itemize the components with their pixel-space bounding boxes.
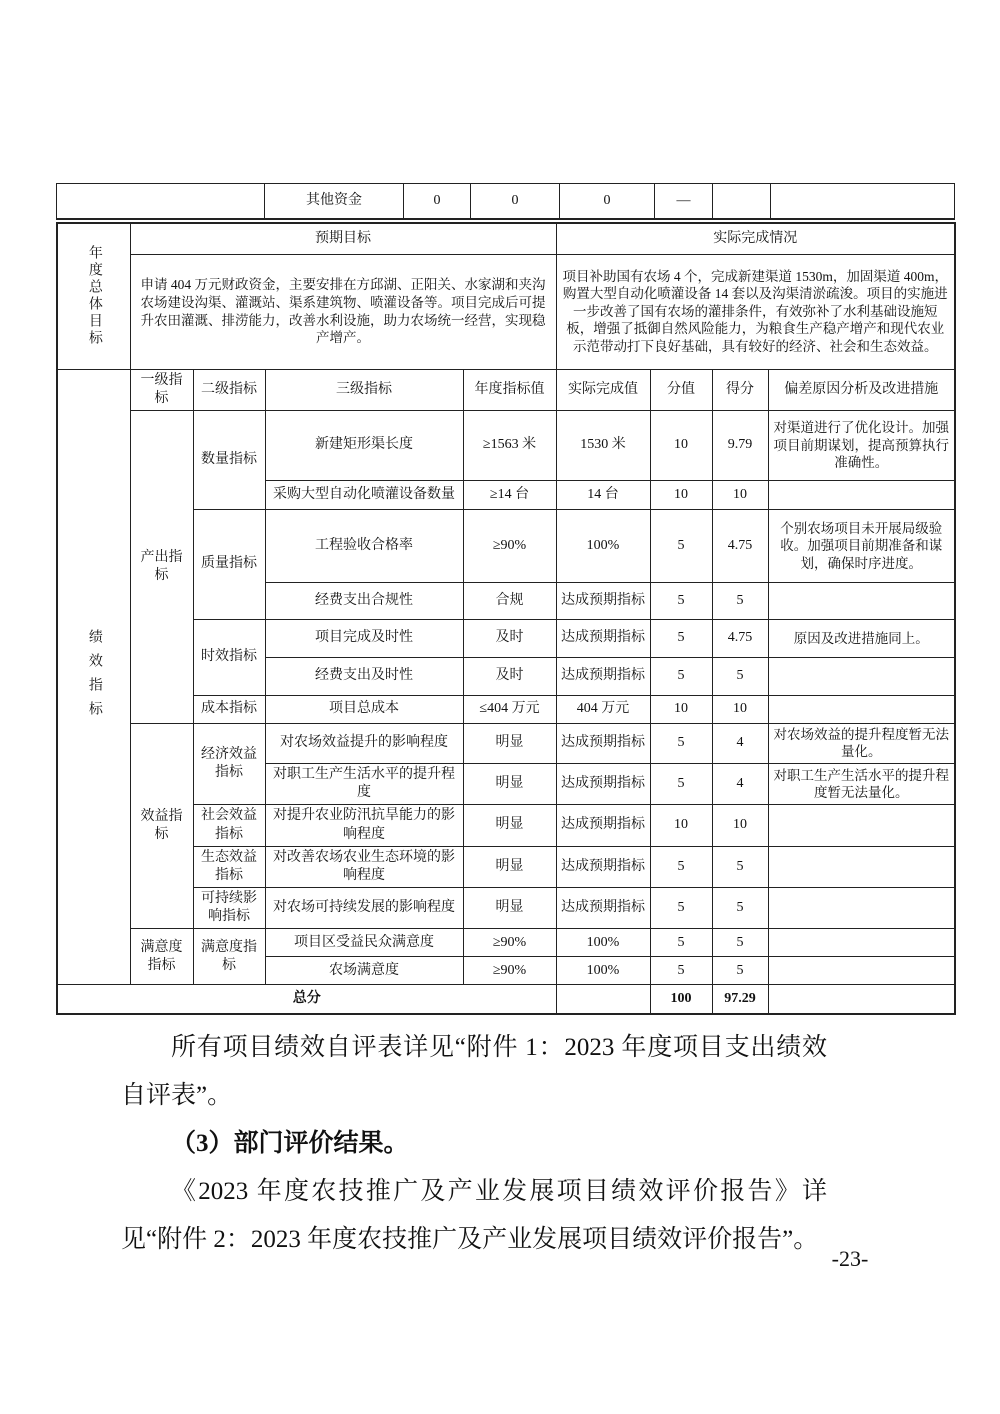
funding-row <box>57 184 955 219</box>
target-value: ≥14 台 <box>463 480 556 509</box>
other-funds-label: 其他资金 <box>265 184 404 219</box>
level1-benefit: 效益指标 <box>130 723 193 929</box>
total-score: 97.29 <box>712 985 768 1014</box>
target-value: 及时 <box>463 657 556 695</box>
points-value: 5 <box>650 888 712 929</box>
deviation-text: 对渠道进行了优化设计。加强项目前期谋划，提高预算执行准确性。 <box>768 410 955 480</box>
indicator-row <box>57 410 955 480</box>
level2-quantity: 数量指标 <box>193 410 265 509</box>
points-value: 5 <box>650 763 712 804</box>
points-value: 5 <box>650 846 712 887</box>
funding-dash-cell: — <box>655 184 713 219</box>
actual-value: 达成预期指标 <box>556 763 650 804</box>
total-row <box>57 985 955 1014</box>
funding-table <box>56 183 955 220</box>
score-value: 10 <box>712 805 768 846</box>
score-value: 4 <box>712 723 768 763</box>
points-value: 5 <box>650 929 712 957</box>
points-value: 5 <box>650 657 712 695</box>
points-value: 10 <box>650 805 712 846</box>
score-value: 9.79 <box>712 410 768 480</box>
performance-side-label <box>57 369 130 985</box>
level2-sustainable: 可持续影响指标 <box>193 888 265 929</box>
funding-value-cell: 0 <box>560 184 655 219</box>
empty-cell <box>57 184 265 219</box>
actual-value: 达成预期指标 <box>556 723 650 763</box>
points-value: 10 <box>650 695 712 723</box>
level2-timeliness: 时效指标 <box>193 619 265 695</box>
score-value: 4.75 <box>712 509 768 582</box>
actual-value: 达成预期指标 <box>556 657 650 695</box>
indicator-name: 工程验收合格率 <box>265 509 463 582</box>
indicator-name: 新建矩形渠长度 <box>265 410 463 480</box>
funding-value-cell: 0 <box>404 184 471 219</box>
target-value: 合规 <box>463 582 556 619</box>
actual-value: 404 万元 <box>556 695 650 723</box>
points-value: 10 <box>650 410 712 480</box>
empty-cell <box>556 985 650 1014</box>
score-value: 10 <box>712 695 768 723</box>
target-value: 明显 <box>463 723 556 763</box>
score-value: 5 <box>712 888 768 929</box>
deviation-text: 原因及改进措施同上。 <box>768 619 955 657</box>
actual-value: 100% <box>556 509 650 582</box>
level2-economic: 经济效益指标 <box>193 723 265 804</box>
deviation-text <box>768 846 955 887</box>
deviation-text <box>768 657 955 695</box>
deviation-text <box>768 929 955 957</box>
level2-social: 社会效益指标 <box>193 805 265 846</box>
points-value: 5 <box>650 723 712 763</box>
level1-satisfaction: 满意度指标 <box>130 929 193 985</box>
target-value: 明显 <box>463 805 556 846</box>
empty-cell <box>713 184 771 219</box>
level2-quality: 质量指标 <box>193 509 265 619</box>
performance-label-text: 绩效指标 <box>86 628 102 725</box>
performance-table <box>56 222 956 1015</box>
score-value: 5 <box>712 957 768 985</box>
goal-header-row <box>57 223 955 254</box>
goal-content-row <box>57 254 955 369</box>
deviation-text <box>768 695 955 723</box>
deviation-text <box>768 957 955 985</box>
indicator-name: 项目总成本 <box>265 695 463 723</box>
level2-satisfaction: 满意度指标 <box>193 929 265 985</box>
indicator-name: 对农场效益提升的影响程度 <box>265 723 463 763</box>
indicator-name: 经费支出合规性 <box>265 582 463 619</box>
deviation-text: 对农场效益的提升程度暂无法量化。 <box>768 723 955 763</box>
level2-cost: 成本指标 <box>193 695 265 723</box>
total-points: 100 <box>650 985 712 1014</box>
expected-goal-text: 申请 404 万元财政资金，主要安排在方邱湖、正阳关、水家湖和夹沟农场建设沟渠、灌溉站、渠系建筑物、喷灌设备等。项目完成后可提升农田灌溉、排涝能力，改善水利设施，助力农场统一经营，实现稳产增产。 <box>130 254 556 369</box>
indicator-name: 农场满意度 <box>265 957 463 985</box>
deviation-text <box>768 888 955 929</box>
header-score: 得分 <box>712 369 768 410</box>
level2-ecological: 生态效益指标 <box>193 846 265 887</box>
deviation-text <box>768 480 955 509</box>
indicator-row <box>57 929 955 957</box>
empty-cell <box>768 985 955 1014</box>
actual-value: 达成预期指标 <box>556 888 650 929</box>
score-value: 5 <box>712 846 768 887</box>
actual-value: 1530 米 <box>556 410 650 480</box>
target-value: 明显 <box>463 763 556 804</box>
actual-completion-text: 项目补助国有农场 4 个，完成新建渠道 1530m，加固渠道 400m，购置大型自动化喷灌设备 14 套以及沟渠清淤疏浚。项目的实施进一步改善了国有农场的灌排条件，有效弥补了水利基础设施短板，增强了抵御自然风险能力，为粮食生产稳产增产和现代农业示范带动打下良好基础，具有较好的经济、社会和生态效益。 <box>556 254 955 369</box>
deviation-text <box>768 805 955 846</box>
heading-department-evaluation: （3）部门评价结果。 <box>171 1130 409 1157</box>
indicator-row <box>57 723 955 763</box>
actual-value: 100% <box>556 957 650 985</box>
indicator-name: 对职工生产生活水平的提升程度 <box>265 763 463 804</box>
indicator-name: 项目完成及时性 <box>265 619 463 657</box>
actual-value: 14 台 <box>556 480 650 509</box>
page-number: -23- <box>831 1246 869 1271</box>
actual-value: 达成预期指标 <box>556 846 650 887</box>
indicator-name: 对改善农场农业生态环境的影响程度 <box>265 846 463 887</box>
paragraph-evaluation-report: 《2023 年度农技推广及产业发展项目绩效评价报告》详见“附件 2：2023 年度农技推广及产业发展项目绩效评价报告”。 <box>121 1178 827 1253</box>
actual-value: 100% <box>556 929 650 957</box>
actual-completion-header: 实际完成情况 <box>556 223 955 254</box>
header-level3: 三级指标 <box>265 369 463 410</box>
score-value: 5 <box>712 929 768 957</box>
actual-value: 达成预期指标 <box>556 619 650 657</box>
funding-value-cell: 0 <box>471 184 560 219</box>
score-value: 4 <box>712 763 768 804</box>
actual-value: 达成预期指标 <box>556 805 650 846</box>
indicator-header-row <box>57 369 955 410</box>
target-value: ≥90% <box>463 509 556 582</box>
header-deviation: 偏差原因分析及改进措施 <box>768 369 955 410</box>
header-level2: 二级指标 <box>193 369 265 410</box>
body-text <box>121 1024 827 1264</box>
expected-goal-header: 预期目标 <box>130 223 556 254</box>
indicator-name: 采购大型自动化喷灌设备数量 <box>265 480 463 509</box>
level1-output: 产出指标 <box>130 410 193 723</box>
header-level1: 一级指标 <box>130 369 193 410</box>
header-actual: 实际完成值 <box>556 369 650 410</box>
indicator-name: 经费支出及时性 <box>265 657 463 695</box>
target-value: 明显 <box>463 888 556 929</box>
annual-goal-side-label <box>57 223 130 369</box>
deviation-text: 个别农场项目未开展局级验收。加强项目前期准备和谋划，确保时序进度。 <box>768 509 955 582</box>
indicator-name: 项目区受益民众满意度 <box>265 929 463 957</box>
target-value: ≤404 万元 <box>463 695 556 723</box>
points-value: 5 <box>650 619 712 657</box>
points-value: 5 <box>650 957 712 985</box>
score-value: 4.75 <box>712 619 768 657</box>
indicator-name: 对提升农业防汛抗旱能力的影响程度 <box>265 805 463 846</box>
target-value: ≥90% <box>463 957 556 985</box>
points-value: 5 <box>650 509 712 582</box>
target-value: ≥1563 米 <box>463 410 556 480</box>
empty-cell <box>771 184 955 219</box>
target-value: ≥90% <box>463 929 556 957</box>
header-points: 分值 <box>650 369 712 410</box>
indicator-name: 对农场可持续发展的影响程度 <box>265 888 463 929</box>
score-value: 5 <box>712 582 768 619</box>
score-value: 10 <box>712 480 768 509</box>
paragraph-self-evaluation: 所有项目绩效自评表详见“附件 1：2023 年度项目支出绩效自评表”。 <box>121 1034 827 1109</box>
deviation-text: 对职工生产生活水平的提升程度暂无法量化。 <box>768 763 955 804</box>
header-target: 年度指标值 <box>463 369 556 410</box>
actual-value: 达成预期指标 <box>556 582 650 619</box>
points-value: 10 <box>650 480 712 509</box>
target-value: 明显 <box>463 846 556 887</box>
target-value: 及时 <box>463 619 556 657</box>
score-value: 5 <box>712 657 768 695</box>
deviation-text <box>768 582 955 619</box>
total-label: 总分 <box>57 985 556 1014</box>
points-value: 5 <box>650 582 712 619</box>
annual-goal-label-text: 年度总体目标 <box>86 245 102 348</box>
